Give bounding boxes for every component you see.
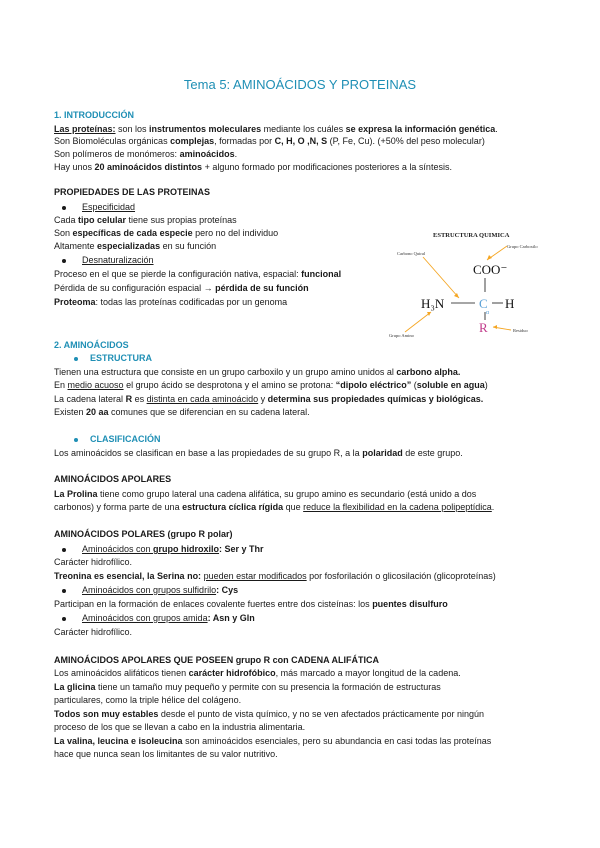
subheading-clasificacion: CLASIFICACIÓN xyxy=(90,434,161,444)
apolares-heading: AMINOÁCIDOS APOLARES xyxy=(54,474,172,484)
alif-line-7: hace que nunca sean los limitantes de su valor nutritivo. xyxy=(54,749,278,759)
bullet-sulfidrilo: Aminoácidos con grupos sulfidrilo: Cys xyxy=(82,585,239,595)
props-line-3: Altamente especializadas en su función xyxy=(54,241,217,251)
polares-line-2: Treonina es esencial, la Serina no: pueden estar modificados por fosforilación o glicosilación (glicoproteínas) xyxy=(54,571,496,581)
props-line-1: Cada tipo celular tiene sus propias proteínas xyxy=(54,215,237,225)
section-heading-introduccion: 1. INTRODUCCIÓN xyxy=(54,110,135,120)
intro-line-1: Las proteínas: son los instrumentos moleculares mediante los cuáles se expresa la información genética. xyxy=(54,124,498,134)
polares-line-4: Carácter hidrofílico. xyxy=(54,627,133,637)
apolares-line-1: La Prolina tiene como grupo lateral una cadena alifática, su grupo amino es secundario (está unido a dos xyxy=(54,489,477,499)
bullet-hidroxilo: Aminoácidos con grupo hidroxilo: Ser y Thr xyxy=(82,544,264,554)
formula-r: R xyxy=(479,320,488,335)
aa-line-3: La cadena lateral R es distinta en cada aminoácido y determina sus propiedades químicas y biológicas. xyxy=(54,394,484,404)
alif-line-2: La glicina tiene un tamaño muy pequeño y permite con su presencia la formación de estructuras xyxy=(54,682,441,692)
bullet-desnaturalizacion: Desnaturalización xyxy=(82,255,154,265)
bullet-icon xyxy=(62,617,66,621)
label-grupo-amino: Grupo Amino xyxy=(389,333,414,338)
bullet-icon xyxy=(62,589,66,593)
aa-line-1: Tienen una estructura que consiste en un grupo carboxilo y un grupo amino unidos al carbono alpha. xyxy=(54,367,461,377)
polares-line-3: Participan en la formación de enlaces covalente fuertes entre dos cisteínas: los puentes disulfuro xyxy=(54,599,448,609)
intro-line-3: Son polímeros de monómeros: aminoácidos. xyxy=(54,149,238,159)
figure-title: ESTRUCTURA QUIMICA xyxy=(433,232,510,239)
alif-line-1: Los aminoácidos alifáticos tienen carácter hidrofóbico, más marcado a mayor longitud de la cadena. xyxy=(54,668,461,678)
amino-acid-structure-figure xyxy=(387,226,539,338)
label-grupo-carboxilo: Grupo Carboxilo xyxy=(507,244,538,249)
props-line-5: Pérdida de su configuración espacial → pérdida de su función xyxy=(54,283,309,293)
bullet-amida: Aminoácidos con grupos amida: Asn y Gln xyxy=(82,613,255,623)
alif-line-3: particulares, como la triple hélice del colágeno. xyxy=(54,695,242,705)
bullet-icon xyxy=(62,259,66,263)
intro-line-4: Hay unos 20 aminoácidos distintos + alguno formado por modificaciones posteriores a la síntesis. xyxy=(54,162,452,172)
aa-line-5: Los aminoácidos se clasifican en base a las propiedades de su grupo R, a la polaridad de este grupo. xyxy=(54,448,463,458)
props-line-2: Son específicas de cada especie pero no del individuo xyxy=(54,228,279,238)
bullet-icon xyxy=(74,357,78,361)
polares-line-1: Carácter hidrofílico. xyxy=(54,557,133,567)
props-line-4: Proceso en el que se pierde la configuración nativa, espacial: funcional xyxy=(54,269,342,279)
formula-alpha: α xyxy=(486,310,490,316)
bullet-especificidad: Especificidad xyxy=(82,202,136,212)
page-title: Tema 5: AMINOÁCIDOS Y PROTEINAS xyxy=(183,77,417,92)
section-heading-aminoacidos: 2. AMINOÁCIDOS xyxy=(54,340,129,350)
formula-c: C xyxy=(479,296,488,311)
alif-line-5: proceso de los que se llevan a cabo en la industria alimentaria. xyxy=(54,722,306,732)
label-residuo: Residuo xyxy=(513,328,528,333)
aa-line-4: Existen 20 aa comunes que se diferencian en su cadena lateral. xyxy=(54,407,310,417)
formula-h3n: H₃N xyxy=(421,296,445,311)
formula-h: H xyxy=(505,296,515,311)
subheading-estructura: ESTRUCTURA xyxy=(90,353,152,363)
polares-heading: AMINOÁCIDOS POLARES (grupo R polar) xyxy=(54,529,233,539)
intro-line-2: Son Biomoléculas orgánicas complejas, formadas por C, H, O ,N, S (P, Fe, Cu). (+50% del peso molecular) xyxy=(54,136,485,146)
formula-coo: COO⁻ xyxy=(473,262,508,277)
alifaticos-heading: AMINOÁCIDOS APOLARES QUE POSEEN grupo R con CADENA ALIFÁTICA xyxy=(54,655,380,665)
bullet-icon xyxy=(62,548,66,552)
props-line-6: Proteoma: todas las proteínas codificadas por un genoma xyxy=(54,297,288,307)
apolares-line-2: carbonos) y forma parte de una estructura cíclica rígida que reduce la flexibilidad en la cadena polipeptídica. xyxy=(54,502,495,512)
propiedades-heading: PROPIEDADES DE LAS PROTEINAS xyxy=(54,187,211,197)
bullet-icon xyxy=(74,438,78,442)
alif-line-6: La valina, leucina e isoleucina son aminoácidos esenciales, pero su abundancia en casi todas las proteínas xyxy=(54,736,492,746)
label-carbono-quiral: Carbono Quiral xyxy=(397,251,426,256)
alif-line-4: Todos son muy estables desde el punto de vista químico, y no se ven afectados prácticamente por ningún xyxy=(54,709,485,719)
bullet-icon xyxy=(62,206,66,210)
aa-line-2: En medio acuoso el grupo ácido se desprotona y el amino se protona: “dipolo eléctrico” (soluble en agua) xyxy=(54,380,488,390)
